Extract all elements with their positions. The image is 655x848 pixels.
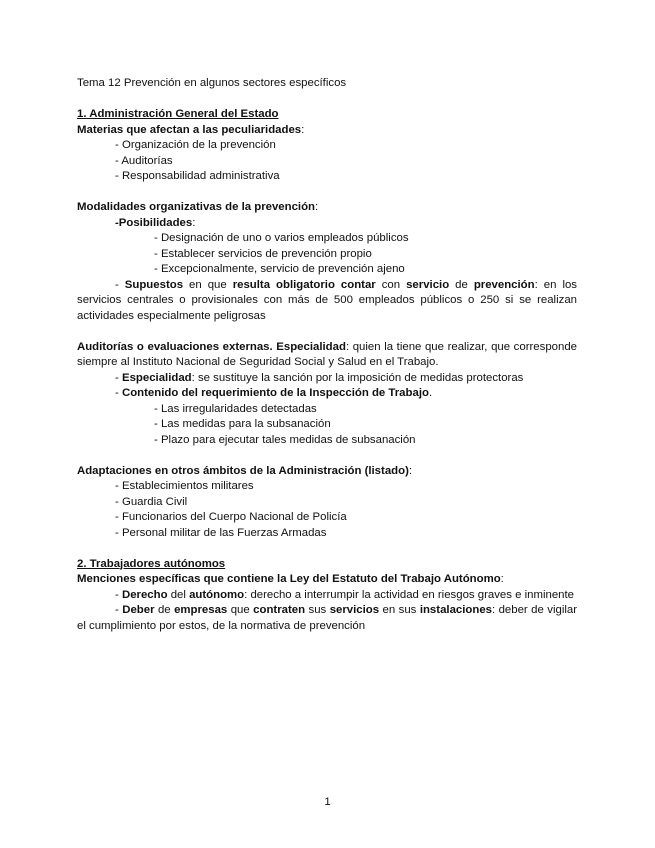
- list-item: - Designación de uno o varios empleados públicos: [154, 232, 409, 244]
- list-item: - Organización de la prevención: [115, 139, 276, 151]
- section-2-heading: 2. Trabajadores autónomos: [77, 557, 226, 570]
- list-item: - Excepcionalmente, servicio de prevención ajeno: [154, 263, 405, 275]
- auditorias-paragraph: Auditorías o evaluaciones externas. Especialidad: quien la tiene que realizar, que corresponde siempre al Instituto Nacional de Seguridad Social y Salud en el Trabajo.: [77, 340, 578, 368]
- posibilidades-label: -Posibilidades:: [115, 216, 196, 229]
- derecho-paragraph: - Derecho del autónomo: derecho a interrumpir la actividad en riesgos graves e inminente: [115, 588, 575, 601]
- especialidad-item: - Especialidad: se sustituye la sanción por la imposición de medidas protectoras: [115, 371, 524, 384]
- adaptaciones-label: Adaptaciones en otros ámbitos de la Administración (listado):: [77, 464, 413, 477]
- document-page: [77, 76, 577, 634]
- document-title: Tema 12 Prevención en algunos sectores específicos: [77, 77, 347, 89]
- menciones-label: Menciones específicas que contiene la Ley del Estatuto del Trabajo Autónomo:: [77, 573, 504, 585]
- supuestos-paragraph: - Supuestos en que resulta obligatorio contar con servicio de prevención: en los servicios centrales o provisionales con más de 500 empleados públicos o 250 si se realizan actividades especialmente peligrosas: [77, 278, 578, 322]
- list-item: - Auditorías: [115, 154, 173, 167]
- list-item: - Guardia Civil: [115, 495, 188, 508]
- page-number: 1: [324, 796, 331, 808]
- modalidades-label: Modalidades organizativas de la prevención:: [77, 201, 319, 213]
- list-item: - Las irregularidades detectadas: [154, 402, 317, 415]
- deber-paragraph: - Deber de empresas que contraten sus servicios en sus instalaciones: deber de vigilar el cumplimiento por estos, de la normativa de prevención: [77, 604, 578, 632]
- contenido-item: - Contenido del requerimiento de la Inspección de Trabajo.: [115, 387, 433, 399]
- list-item: - Personal militar de las Fuerzas Armadas: [115, 526, 327, 539]
- list-item: - Plazo para ejecutar tales medidas de subsanación: [154, 433, 416, 446]
- list-item: - Las medidas para la subsanación: [154, 418, 331, 430]
- list-item: - Establecer servicios de prevención propio: [154, 247, 372, 260]
- section-1-heading: 1. Administración General del Estado: [77, 108, 279, 120]
- list-item: - Funcionarios del Cuerpo Nacional de Policía: [115, 511, 347, 523]
- materias-label: Materias que afectan a las peculiaridades:: [77, 123, 305, 136]
- list-item: - Establecimientos militares: [115, 480, 254, 492]
- list-item: - Responsabilidad administrativa: [115, 170, 280, 182]
